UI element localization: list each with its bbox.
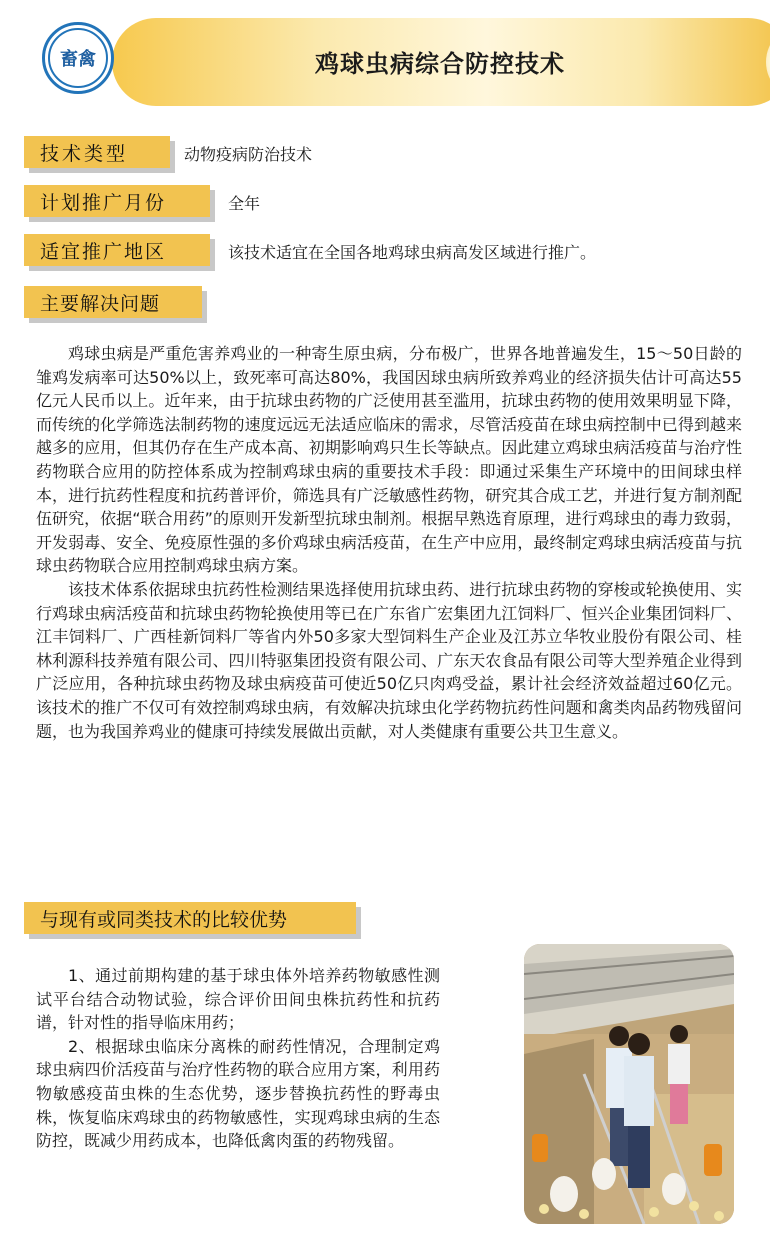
problem-body [36, 342, 742, 743]
category-badge-label: 畜禽 [60, 49, 96, 70]
poultry-house-illustration [524, 944, 734, 1224]
banner-end-cap [766, 24, 770, 100]
category-badge-ring [48, 28, 108, 88]
page-title: 鸡球虫病综合防控技术 [315, 50, 565, 78]
field-value-type: 动物疫病防治技术 [184, 145, 313, 164]
field-label-type: 技术类型 [24, 136, 170, 168]
category-badge [42, 22, 114, 94]
advantage-paragraph-2: 2、根据球虫临床分离株的耐药性情况，合理制定鸡球虫病四价活疫苗与治疗性药物的联合应用方案，利用药物敏感疫苗虫株的生态优势，逐步替换抗药性的野毒虫株，恢复临床鸡球虫的药物敏感性，实现鸡球虫病的生态防控，既减少用药成本，也降低禽肉蛋的药物残留。 [36, 1036, 440, 1151]
problem-paragraph-2: 该技术体系依据球虫抗药性检测结果选择使用抗球虫药、进行抗球虫药物的穿梭或轮换使用、实行鸡球虫病活疫苗和抗球虫药物轮换使用等已在广东省广宏集团九江饲料厂、恒兴企业集团饲料厂、江丰饲料厂、广西桂新饲料厂等省内外50多家大型饲料生产企业及江苏立华牧业股份有限公司、桂林利源科技养殖有限公司、四川特驱集团投资有限公司、广东天农食品有限公司等大型养殖企业得到广泛应用，各种抗球虫药物及球虫病疫苗可使近50亿只肉鸡受益，累计社会经济效益超过60亿元。该技术的推广不仅可有效控制鸡球虫病，有效解决抗球虫化学药物抗药性问题和禽类肉品药物残留问题，也为我国养鸡业的健康可持续发展做出贡献，对人类健康有重要公共卫生意义。 [36, 579, 742, 741]
section-heading-problem: 主要解决问题 [24, 286, 202, 318]
field-value-month: 全年 [228, 194, 261, 213]
problem-paragraph-1: 鸡球虫病是严重危害养鸡业的一种寄生原虫病，分布极广，世界各地普遍发生，15～50日龄的雏鸡发病率可达50%以上，致死率可高达80%，我国因球虫病所致养鸡业的经济损失估计可高达55亿元人民币以上。近年来，由于抗球虫药物的广泛使用甚至滥用，抗球虫药物的使用效果明显下降，而传统的化学筛选法制药物的速度远远无法适应临床的需求，尽管活疫苗在球虫病控制中已得到越来越多的应用，但其仍存在生产成本高、初期影响鸡只生长等缺点。因此建立鸡球虫病活疫苗与治疗性药物联合应用的防控体系成为控制鸡球虫病的重要技术手段：即通过采集生产环境中的田间球虫样本，进行抗药性程度和抗药普评价，筛选具有广泛敏感性药物，研究其合成工艺，并进行复方制剂配伍研究，依据“联合用药”的原则开发新型抗球虫制剂。根据早熟选育原理，进行鸡球虫的毒力致弱，开发弱毒、安全、免疫原性强的多价鸡球虫病活疫苗，在生产中应用，最终制定鸡球虫病活疫苗与抗球虫药物联合应用控制鸡球虫病方案。 [36, 344, 742, 576]
section-heading-advantage: 与现有或同类技术的比较优势 [24, 902, 356, 934]
field-label-month: 计划推广月份 [24, 185, 210, 217]
field-label-region: 适宜推广地区 [24, 234, 210, 266]
poultry-house-photo [524, 944, 734, 1224]
advantage-paragraph-1: 1、通过前期构建的基于球虫体外培养药物敏感性测试平台结合动物试验，综合评价田间虫株抗药性和抗药谱，针对性的指导临床用药； [36, 966, 440, 1033]
advantage-body [36, 964, 440, 1153]
field-value-region: 该技术适宜在全国各地鸡球虫病高发区域进行推广。 [228, 243, 597, 262]
